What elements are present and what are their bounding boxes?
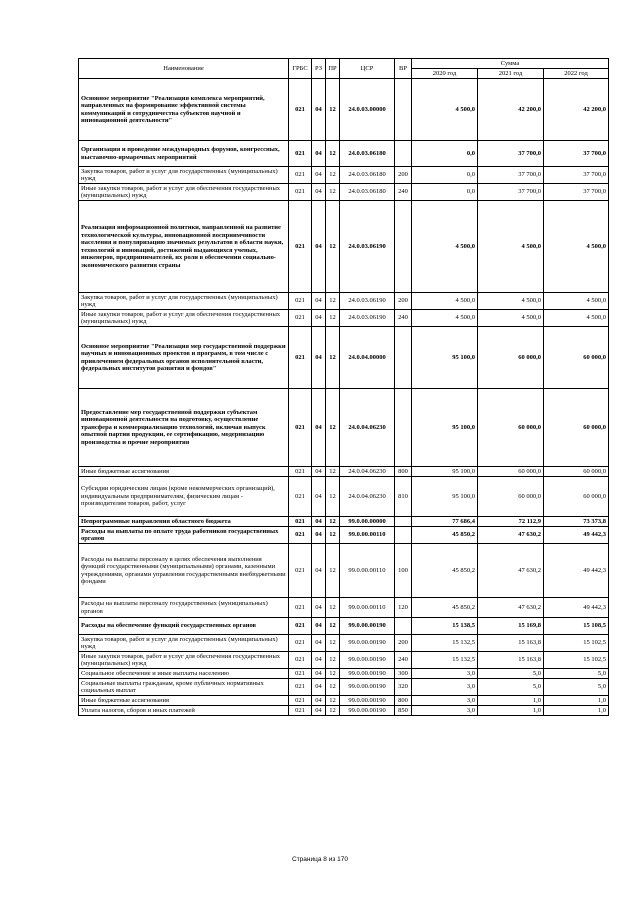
row-sum-2021: 4 500,0: [478, 293, 544, 310]
row-rz: 04: [312, 310, 326, 327]
header-vr: ВР: [395, 59, 412, 79]
page-footer: Страница 8 из 170: [292, 856, 348, 863]
row-pr: 12: [326, 167, 340, 184]
row-sum-2021: 42 200,0: [478, 79, 544, 141]
row-sum-2020: 15 138,5: [412, 618, 478, 635]
row-sum-2020: 15 132,5: [412, 652, 478, 669]
row-vr: 240: [395, 310, 412, 327]
row-name: Основное мероприятие "Реализация комплекса мероприятий, направленных на формирование эффективной системы коммуникаций и сотрудничества субъектов научной и инновационной деятельности": [79, 79, 289, 141]
row-csr: 99.0.00.00190: [340, 706, 395, 716]
row-vr: 120: [395, 598, 412, 618]
row-sum-2020: 45 850,2: [412, 544, 478, 598]
row-name: Расходы на выплаты по оплате труда работников государственных органов: [79, 527, 289, 544]
budget-table: [78, 58, 609, 716]
row-name: Непрограммные направления областного бюджета: [79, 517, 289, 527]
row-sum-2021: 60 000,0: [478, 327, 544, 389]
row-name: Расходы на выплаты персоналу в целях обеспечения выполнения функций государственными (муниципальными) органами, казенными учреждениями, органами управления государственными внебюджетными фондами: [79, 544, 289, 598]
row-sum-2020: 45 850,2: [412, 527, 478, 544]
row-vr: [395, 618, 412, 635]
row-rz: 04: [312, 293, 326, 310]
table-row: [79, 696, 609, 706]
table-row: [79, 389, 609, 467]
row-pr: 12: [326, 201, 340, 293]
row-rz: 04: [312, 517, 326, 527]
header-year-2020: 2020 год: [412, 69, 478, 79]
row-sum-2022: 49 442,3: [544, 598, 609, 618]
row-sum-2022: 5,0: [544, 669, 609, 679]
row-sum-2021: 37 700,0: [478, 167, 544, 184]
row-pr: 12: [326, 635, 340, 652]
row-sum-2020: 4 500,0: [412, 79, 478, 141]
row-sum-2022: 37 700,0: [544, 167, 609, 184]
row-vr: [395, 327, 412, 389]
row-rz: 04: [312, 79, 326, 141]
row-grbs: 021: [289, 184, 312, 201]
row-vr: 320: [395, 679, 412, 696]
row-csr: 24.0.03.06180: [340, 167, 395, 184]
row-rz: 04: [312, 141, 326, 167]
row-pr: 12: [326, 477, 340, 517]
table-row: [79, 544, 609, 598]
row-pr: 12: [326, 327, 340, 389]
row-sum-2021: 47 630,2: [478, 527, 544, 544]
header-sum: Сумма: [412, 59, 609, 69]
row-rz: 04: [312, 477, 326, 517]
table-row: [79, 527, 609, 544]
row-sum-2022: 42 200,0: [544, 79, 609, 141]
row-csr: 24.0.03.06190: [340, 310, 395, 327]
row-sum-2021: 5,0: [478, 669, 544, 679]
row-grbs: 021: [289, 517, 312, 527]
row-pr: 12: [326, 652, 340, 669]
row-name: Социальное обеспечение и иные выплаты населению: [79, 669, 289, 679]
row-name: Закупка товаров, работ и услуг для государственных (муниципальных) нужд: [79, 635, 289, 652]
row-sum-2022: 49 442,3: [544, 527, 609, 544]
row-sum-2022: 60 000,0: [544, 327, 609, 389]
row-pr: 12: [326, 696, 340, 706]
row-csr: 99.0.00.00190: [340, 669, 395, 679]
row-rz: 04: [312, 167, 326, 184]
row-vr: 200: [395, 293, 412, 310]
table-row: [79, 467, 609, 477]
row-csr: 24.0.04.00000: [340, 327, 395, 389]
row-vr: [395, 389, 412, 467]
header-name: Наименование: [79, 59, 289, 79]
row-pr: 12: [326, 293, 340, 310]
row-csr: 99.0.00.00000: [340, 517, 395, 527]
row-name: Основное мероприятие "Реализация мер государственной поддержки научных и инновационных проектов и программ, в том числе с привлечением федеральных органов исполнительной власти, федеральных институтов развития и фондов": [79, 327, 289, 389]
row-rz: 04: [312, 635, 326, 652]
row-sum-2021: 60 000,0: [478, 389, 544, 467]
row-sum-2020: 4 500,0: [412, 310, 478, 327]
row-sum-2022: 60 000,0: [544, 467, 609, 477]
row-grbs: 021: [289, 467, 312, 477]
row-sum-2020: 3,0: [412, 696, 478, 706]
row-sum-2021: 47 630,2: [478, 598, 544, 618]
row-csr: 99.0.00.00110: [340, 527, 395, 544]
row-name: Субсидии юридическим лицам (кроме некоммерческих организаций), индивидуальным предпринимателям, физическим лицам - производителям товаров, работ, услуг: [79, 477, 289, 517]
row-rz: 04: [312, 544, 326, 598]
row-rz: 04: [312, 389, 326, 467]
row-csr: 24.0.03.06190: [340, 293, 395, 310]
row-rz: 04: [312, 467, 326, 477]
row-name: Организация и проведение международных форумов, конгрессных, выставочно-ярмарочных мероприятий: [79, 141, 289, 167]
row-sum-2022: 15 108,5: [544, 618, 609, 635]
row-sum-2020: 95 100,0: [412, 467, 478, 477]
row-pr: 12: [326, 310, 340, 327]
row-pr: 12: [326, 669, 340, 679]
row-vr: 800: [395, 696, 412, 706]
row-sum-2022: 5,0: [544, 679, 609, 696]
row-sum-2022: 37 700,0: [544, 184, 609, 201]
row-rz: 04: [312, 201, 326, 293]
row-csr: 99.0.00.00190: [340, 696, 395, 706]
row-sum-2022: 1,0: [544, 696, 609, 706]
table-row: [79, 293, 609, 310]
table-row: [79, 184, 609, 201]
row-sum-2020: 4 500,0: [412, 293, 478, 310]
row-grbs: 021: [289, 618, 312, 635]
row-vr: 200: [395, 167, 412, 184]
row-pr: 12: [326, 389, 340, 467]
row-vr: [395, 201, 412, 293]
table-row: [79, 201, 609, 293]
row-sum-2021: 4 500,0: [478, 310, 544, 327]
row-sum-2020: 95 100,0: [412, 327, 478, 389]
row-sum-2021: 72 112,9: [478, 517, 544, 527]
table-row: [79, 141, 609, 167]
row-sum-2021: 47 630,2: [478, 544, 544, 598]
row-name: Иные закупки товаров, работ и услуг для обеспечения государственных (муниципальных) нужд: [79, 184, 289, 201]
row-csr: 24.0.03.06180: [340, 141, 395, 167]
row-pr: 12: [326, 544, 340, 598]
row-grbs: 021: [289, 167, 312, 184]
row-csr: 24.0.04.06230: [340, 389, 395, 467]
row-vr: 800: [395, 467, 412, 477]
row-pr: 12: [326, 618, 340, 635]
header-csr: ЦСР: [340, 59, 395, 79]
row-pr: 12: [326, 527, 340, 544]
row-vr: [395, 527, 412, 544]
row-rz: 04: [312, 184, 326, 201]
row-pr: 12: [326, 598, 340, 618]
table-row: [79, 706, 609, 716]
table-row: [79, 477, 609, 517]
row-sum-2022: 60 000,0: [544, 477, 609, 517]
row-sum-2021: 60 000,0: [478, 467, 544, 477]
row-rz: 04: [312, 706, 326, 716]
row-rz: 04: [312, 669, 326, 679]
row-sum-2022: 49 442,3: [544, 544, 609, 598]
row-vr: 240: [395, 184, 412, 201]
row-sum-2022: 37 700,0: [544, 141, 609, 167]
row-grbs: 021: [289, 79, 312, 141]
table-row: [79, 517, 609, 527]
row-vr: 300: [395, 669, 412, 679]
row-name: Иные бюджетные ассигнования: [79, 696, 289, 706]
table-row: [79, 598, 609, 618]
row-grbs: 021: [289, 141, 312, 167]
row-pr: 12: [326, 517, 340, 527]
row-name: Уплата налогов, сборов и иных платежей: [79, 706, 289, 716]
row-grbs: 021: [289, 635, 312, 652]
row-sum-2020: 3,0: [412, 669, 478, 679]
row-vr: [395, 79, 412, 141]
row-grbs: 021: [289, 527, 312, 544]
row-sum-2020: 95 100,0: [412, 389, 478, 467]
row-sum-2021: 15 169,8: [478, 618, 544, 635]
row-sum-2021: 5,0: [478, 679, 544, 696]
row-pr: 12: [326, 141, 340, 167]
row-sum-2020: 0,0: [412, 184, 478, 201]
row-grbs: 021: [289, 696, 312, 706]
header-pr: ПР: [326, 59, 340, 79]
row-sum-2022: 15 102,5: [544, 635, 609, 652]
row-sum-2022: 4 500,0: [544, 293, 609, 310]
row-sum-2021: 37 700,0: [478, 184, 544, 201]
row-rz: 04: [312, 598, 326, 618]
row-sum-2021: 4 500,0: [478, 201, 544, 293]
table-body: [79, 79, 609, 716]
row-name: Предоставление мер государственной поддержки субъектам инновационной деятельности на подготовку, осуществление трансфера и коммерциализацию технологий, включая выпуск опытной партии продукции, ее сертификацию, модернизацию производства и прочие мероприятия: [79, 389, 289, 467]
row-vr: 240: [395, 652, 412, 669]
row-pr: 12: [326, 79, 340, 141]
row-sum-2021: 1,0: [478, 696, 544, 706]
row-grbs: 021: [289, 679, 312, 696]
table-row: [79, 652, 609, 669]
row-sum-2021: 37 700,0: [478, 141, 544, 167]
table-row: [79, 669, 609, 679]
row-sum-2022: 60 000,0: [544, 389, 609, 467]
row-name: Иные бюджетные ассигнования: [79, 467, 289, 477]
row-rz: 04: [312, 652, 326, 669]
row-csr: 99.0.00.00190: [340, 679, 395, 696]
row-pr: 12: [326, 706, 340, 716]
row-grbs: 021: [289, 706, 312, 716]
row-sum-2020: 77 686,4: [412, 517, 478, 527]
row-name: Иные закупки товаров, работ и услуг для обеспечения государственных (муниципальных) нужд: [79, 310, 289, 327]
row-grbs: 021: [289, 293, 312, 310]
table-row: [79, 79, 609, 141]
row-name: Закупка товаров, работ и услуг для государственных (муниципальных) нужд: [79, 293, 289, 310]
header-year-2022: 2022 год: [544, 69, 609, 79]
row-csr: 24.0.03.06180: [340, 184, 395, 201]
row-sum-2020: 3,0: [412, 679, 478, 696]
row-sum-2020: 0,0: [412, 141, 478, 167]
row-grbs: 021: [289, 669, 312, 679]
row-vr: 810: [395, 477, 412, 517]
row-sum-2021: 15 163,8: [478, 635, 544, 652]
row-vr: [395, 517, 412, 527]
row-csr: 24.0.03.06190: [340, 201, 395, 293]
row-grbs: 021: [289, 310, 312, 327]
row-sum-2020: 95 100,0: [412, 477, 478, 517]
row-csr: 99.0.00.00190: [340, 635, 395, 652]
row-vr: [395, 141, 412, 167]
row-vr: 100: [395, 544, 412, 598]
row-pr: 12: [326, 679, 340, 696]
row-rz: 04: [312, 618, 326, 635]
row-grbs: 021: [289, 327, 312, 389]
row-sum-2022: 4 500,0: [544, 310, 609, 327]
row-sum-2022: 15 102,5: [544, 652, 609, 669]
row-sum-2021: 60 000,0: [478, 477, 544, 517]
row-pr: 12: [326, 184, 340, 201]
table-row: [79, 635, 609, 652]
row-rz: 04: [312, 527, 326, 544]
row-sum-2020: 3,0: [412, 706, 478, 716]
row-vr: 200: [395, 635, 412, 652]
header-rz: РЗ: [312, 59, 326, 79]
row-rz: 04: [312, 696, 326, 706]
row-name: Закупка товаров, работ и услуг для государственных (муниципальных) нужд: [79, 167, 289, 184]
row-grbs: 021: [289, 201, 312, 293]
table-row: [79, 618, 609, 635]
table-row: [79, 167, 609, 184]
row-vr: 850: [395, 706, 412, 716]
row-sum-2020: 0,0: [412, 167, 478, 184]
row-rz: 04: [312, 327, 326, 389]
row-csr: 24.0.04.06230: [340, 477, 395, 517]
row-sum-2020: 45 850,2: [412, 598, 478, 618]
row-sum-2022: 1,0: [544, 706, 609, 716]
header-grbs: ГРБС: [289, 59, 312, 79]
row-sum-2021: 15 163,8: [478, 652, 544, 669]
row-name: Социальные выплаты гражданам, кроме публичных нормативных социальных выплат: [79, 679, 289, 696]
row-name: Расходы на обеспечение функций государственных органов: [79, 618, 289, 635]
row-csr: 99.0.00.00110: [340, 544, 395, 598]
header-year-2021: 2021 год: [478, 69, 544, 79]
row-grbs: 021: [289, 598, 312, 618]
row-csr: 99.0.00.00110: [340, 598, 395, 618]
row-sum-2022: 73 373,8: [544, 517, 609, 527]
row-sum-2020: 15 132,5: [412, 635, 478, 652]
row-csr: 99.0.00.00190: [340, 652, 395, 669]
row-grbs: 021: [289, 652, 312, 669]
row-csr: 24.0.04.06230: [340, 467, 395, 477]
row-grbs: 021: [289, 544, 312, 598]
row-sum-2022: 4 500,0: [544, 201, 609, 293]
row-csr: 24.0.03.00000: [340, 79, 395, 141]
row-grbs: 021: [289, 477, 312, 517]
table-row: [79, 310, 609, 327]
row-pr: 12: [326, 467, 340, 477]
table-row: [79, 679, 609, 696]
row-sum-2021: 1,0: [478, 706, 544, 716]
row-csr: 99.0.00.00190: [340, 618, 395, 635]
row-grbs: 021: [289, 389, 312, 467]
table-row: [79, 327, 609, 389]
row-name: Реализация информационной политики, направленной на развитие технологической культуры, инновационной восприимчивости населения и популяризацию значимых результатов в области науки, технологий и инноваций, достижений выдающихся ученых, инженеров, предпринимателей, их роли в обеспечении социально-экономического развития страны: [79, 201, 289, 293]
row-sum-2020: 4 500,0: [412, 201, 478, 293]
row-name: Расходы на выплаты персоналу государственных (муниципальных) органов: [79, 598, 289, 618]
row-name: Иные закупки товаров, работ и услуг для обеспечения государственных (муниципальных) нужд: [79, 652, 289, 669]
row-rz: 04: [312, 679, 326, 696]
